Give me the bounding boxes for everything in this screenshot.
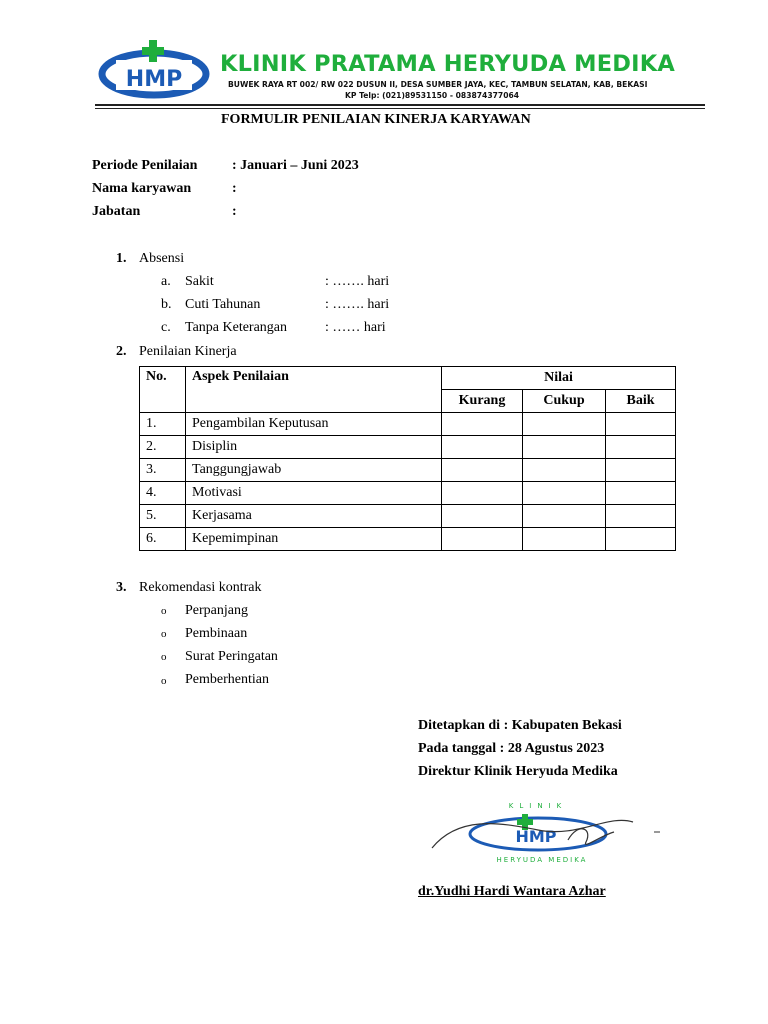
cell-cukup[interactable] [523,528,606,551]
cell-baik[interactable] [606,528,676,551]
cell-cukup[interactable] [523,436,606,459]
table-row [140,528,676,551]
header-nilai: Nilai [442,367,676,390]
cell-kurang[interactable] [442,505,523,528]
row-no: 2. [140,436,186,459]
row-aspect: Kepemimpinan [186,528,442,551]
header-divider-thin [95,108,705,109]
cell-baik[interactable] [606,459,676,482]
row-aspect: Pengambilan Keputusan [186,413,442,436]
header-aspect: Aspek Penilaian [186,367,442,413]
absence-value-tanpa: : …… hari [325,320,386,335]
cell-kurang[interactable] [442,459,523,482]
cell-kurang[interactable] [442,528,523,551]
cell-baik[interactable] [606,436,676,459]
logo-text: HMP [125,67,183,92]
section3-title: Rekomendasi kontrak [139,580,262,595]
absence-letter-b: b. [161,297,172,312]
table-header-row [140,367,676,390]
absence-value-sakit: : ……. hari [325,274,390,289]
bullet-circle-icon: o [161,605,167,617]
form-title: FORMULIR PENILAIAN KINERJA KARYAWAN [221,112,531,127]
field-value-jabatan: : [232,204,237,219]
field-label-periode: Periode Penilaian [92,158,198,173]
absence-label-tanpa: Tanpa Keterangan [185,320,288,335]
option-pembinaan: Pembinaan [185,626,248,641]
stamp-signature-icon [418,792,668,880]
cell-baik[interactable] [606,505,676,528]
row-aspect: Motivasi [186,482,442,505]
clinic-logo-icon [98,38,214,104]
header-divider [95,104,705,106]
closing-place: Ditetapkan di : Kabupaten Bekasi [418,718,622,733]
absence-value-cuti: : ……. hari [325,297,390,312]
bullet-circle-icon: o [161,628,167,640]
table-row [140,436,676,459]
absence-label-cuti: Cuti Tahunan [185,297,261,312]
cell-kurang[interactable] [442,413,523,436]
clinic-phone: KP Telp: (021)89531150 - 083874377064 [345,91,520,100]
signer-name: dr.Yudhi Hardi Wantara Azhar [418,884,606,899]
bullet-circle-icon: o [161,675,167,687]
row-no: 4. [140,482,186,505]
clinic-name: KLINIK PRATAMA HERYUDA MEDIKA [220,51,675,77]
section2-number: 2. [116,344,127,359]
field-value-periode: : Januari – Juni 2023 [232,158,359,173]
section2-title: Penilaian Kinerja [139,344,237,359]
table-row [140,413,676,436]
row-no: 3. [140,459,186,482]
row-no: 5. [140,505,186,528]
svg-text:KLINIK: KLINIK [508,802,568,810]
cell-cukup[interactable] [523,413,606,436]
field-label-nama: Nama karyawan [92,181,192,196]
performance-table [139,366,676,551]
svg-text:HERYUDA MEDIKA: HERYUDA MEDIKA [496,856,588,864]
section3-number: 3. [116,580,127,595]
option-surat-peringatan: Surat Peringatan [185,649,278,664]
cell-kurang[interactable] [442,482,523,505]
table-row [140,459,676,482]
header-cukup: Cukup [523,390,606,413]
cell-kurang[interactable] [442,436,523,459]
section1-number: 1. [116,251,127,266]
field-label-jabatan: Jabatan [92,204,141,219]
absence-letter-a: a. [161,274,171,289]
closing-position: Direktur Klinik Heryuda Medika [418,764,618,779]
header-no: No. [140,367,186,413]
row-no: 6. [140,528,186,551]
header-kurang: Kurang [442,390,523,413]
cell-baik[interactable] [606,482,676,505]
table-row [140,505,676,528]
svg-text:HMP: HMP [515,827,557,846]
bullet-circle-icon: o [161,651,167,663]
cell-baik[interactable] [606,413,676,436]
cell-cukup[interactable] [523,459,606,482]
row-aspect: Tanggungjawab [186,459,442,482]
section1-title: Absensi [139,251,185,266]
table-row [140,482,676,505]
absence-letter-c: c. [161,320,171,335]
cell-cukup[interactable] [523,505,606,528]
clinic-address: BUWEK RAYA RT 002/ RW 022 DUSUN II, DESA SUMBER JAYA, KEC, TAMBUN SELATAN, KAB, BEKASI [228,80,648,89]
cell-cukup[interactable] [523,482,606,505]
row-aspect: Disiplin [186,436,442,459]
row-aspect: Kerjasama [186,505,442,528]
closing-date: Pada tanggal : 28 Agustus 2023 [418,741,605,756]
header-baik: Baik [606,390,676,413]
option-perpanjang: Perpanjang [185,603,248,618]
field-value-nama: : [232,181,237,196]
row-no: 1. [140,413,186,436]
absence-label-sakit: Sakit [185,274,214,289]
option-pemberhentian: Pemberhentian [185,672,269,687]
